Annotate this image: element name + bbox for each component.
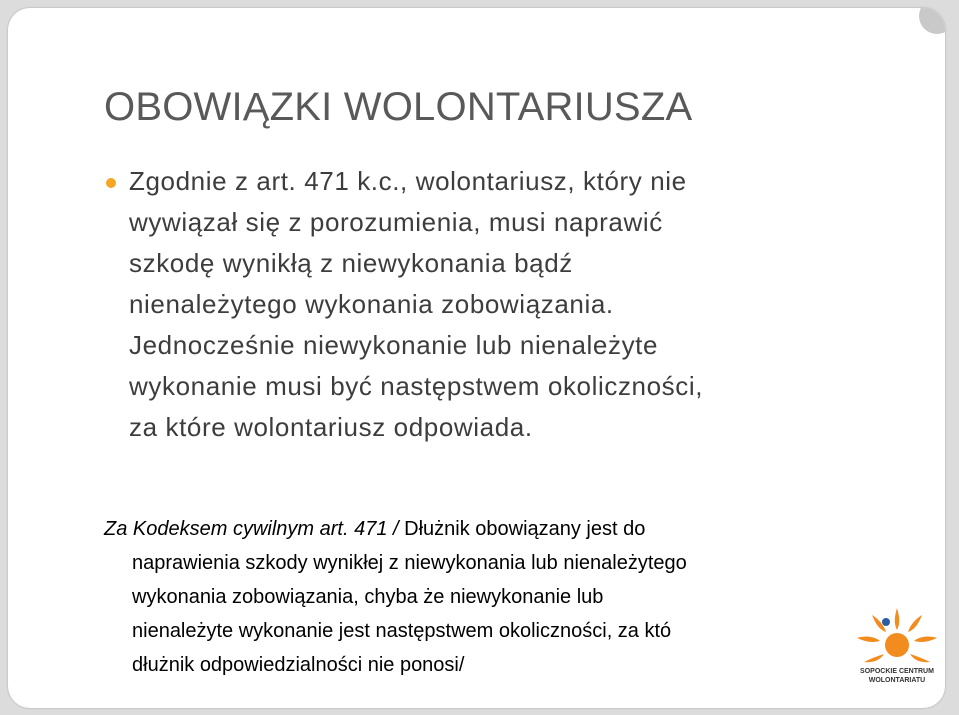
logo-line: SOPOCKIE CENTRUM xyxy=(860,668,934,675)
legal-quote xyxy=(104,512,864,682)
main-text xyxy=(129,161,909,448)
quote-first-text: Dłużnik obowiązany jest do xyxy=(398,518,646,540)
slide xyxy=(8,8,945,708)
quote-first-line xyxy=(104,512,864,546)
main-line: Zgodnie z art. 471 k.c., wolontariusz, który nie xyxy=(129,166,687,196)
logo-text xyxy=(850,667,944,685)
sun-logo-icon xyxy=(842,600,952,710)
main-line: wywiązał się z porozumienia, musi naprawić xyxy=(129,207,663,237)
corner-decoration xyxy=(919,8,945,34)
main-line: za które wolontariusz odpowiada. xyxy=(129,412,533,442)
bullet-icon xyxy=(106,178,116,188)
main-line: wykonanie musi być następstwem okoliczności, xyxy=(129,371,704,401)
main-line: nienależytego wykonania zobowiązania. xyxy=(129,289,614,319)
quote-line: nienależyte wykonanie jest następstwem okoliczności, za któ xyxy=(132,620,672,642)
main-line: Jednocześnie niewykonanie lub nienależyte xyxy=(129,330,659,360)
slide-title: OBOWIĄZKI WOLONTARIUSZA xyxy=(104,85,693,129)
main-line: szkodę wynikłą z niewykonania bądź xyxy=(129,248,573,278)
logo-line: WOLONTARIATU xyxy=(868,677,926,684)
quote-line: dłużnik odpowiedzialności nie ponosi/ xyxy=(132,654,465,676)
quote-line: wykonania zobowiązania, chyba że niewykonanie lub xyxy=(132,586,604,608)
quote-source: Za Kodeksem cywilnym art. 471 / xyxy=(104,518,399,540)
quote-line: naprawienia szkody wynikłej z niewykonania lub nienależytego xyxy=(132,552,687,574)
